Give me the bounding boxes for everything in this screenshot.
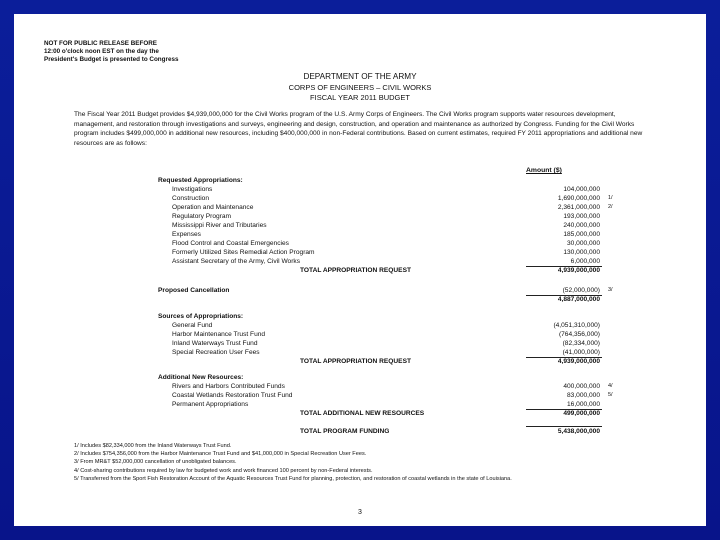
total-row <box>14 357 706 366</box>
cancellation-amount: (52,000,000) <box>562 287 600 294</box>
line-item-amount: 2,361,000,000 <box>557 204 600 211</box>
amount-column-header: Amount ($) <box>526 167 562 174</box>
line-item-label: Construction <box>172 195 210 202</box>
table-row <box>14 348 706 357</box>
table-row <box>14 391 706 400</box>
total-label: TOTAL ADDITIONAL NEW RESOURCES <box>300 410 425 417</box>
footnote: 4/ Cost-sharing contributions required by law for budgeted work and work financed 100 percent by non-Federal interests. <box>74 467 373 474</box>
line-item-amount: 185,000,000 <box>563 231 600 238</box>
line-item-label: Mississippi River and Tributaries <box>172 222 267 229</box>
table-row <box>14 339 706 348</box>
line-item-label: Expenses <box>172 231 201 238</box>
total-row <box>14 266 706 275</box>
footnote-ref: 1/ <box>608 195 613 201</box>
table-row <box>14 203 706 212</box>
additional-heading-row <box>14 373 706 382</box>
source-amount: (82,334,000) <box>562 340 600 347</box>
total-amount: 4,939,000,000 <box>557 358 600 365</box>
line-item-amount: 240,000,000 <box>563 222 600 229</box>
line-item-amount: 1,690,000,000 <box>557 195 600 202</box>
requested-heading-row <box>14 176 706 185</box>
document-page <box>14 14 706 526</box>
resource-label: Rivers and Harbors Contributed Funds <box>172 383 285 390</box>
footnote: 2/ Includes $754,356,000 from the Harbor Maintenance Trust Fund and $41,000,000 in Special Recreation User Fees. <box>74 451 367 458</box>
table-row <box>14 239 706 248</box>
table-row <box>14 257 706 266</box>
intro-paragraph: The Fiscal Year 2011 Budget provides $4,939,000,000 for the Civil Works program of the U.S. Army Corps of Engineers. The Civil Works program supports water resources development, management, and restoration through investigations and surveys, engineering and design, construction, and operation and maintenance as authorized by Congress. Funding for the Civil Works program includes $499,000,000 in additional new resources, including $400,000,000 in non-Federal contributions. Based on current estimates, required FY 2011 appropriations and additional new resources are as follows: <box>74 111 643 147</box>
line-item-label: Regulatory Program <box>172 213 232 220</box>
net-total-amount: 4,887,000,000 <box>557 296 600 303</box>
footnote: 3/ From MR&T $52,000,000 cancellation of unobligated balances. <box>74 459 237 466</box>
line-item-label: Assistant Secretary of the Army, Civil Works <box>172 258 301 265</box>
table-row <box>14 185 706 194</box>
total-label: TOTAL APPROPRIATION REQUEST <box>300 267 412 274</box>
total-amount: 499,000,000 <box>563 410 600 417</box>
line-item-label: Formerly Utilized Sites Remedial Action Program <box>172 249 315 256</box>
source-label: General Fund <box>172 322 213 329</box>
table-row <box>14 321 706 330</box>
line-item-amount: 6,000,000 <box>570 258 600 265</box>
release-notice-line-1: NOT FOR PUBLIC RELEASE BEFORE <box>44 40 157 47</box>
requested-heading: Requested Appropriations: <box>158 177 243 184</box>
resource-label: Coastal Wetlands Restoration Trust Fund <box>172 392 293 399</box>
program-total-row <box>14 427 706 436</box>
table-row <box>14 230 706 239</box>
source-amount: (4,051,310,000) <box>553 322 600 329</box>
table-row <box>14 194 706 203</box>
table-row <box>14 382 706 391</box>
page-number: 3 <box>358 509 362 516</box>
table-row <box>14 330 706 339</box>
line-item-amount: 193,000,000 <box>563 213 600 220</box>
sources-heading-row <box>14 312 706 321</box>
additional-heading: Additional New Resources: <box>158 374 244 381</box>
table-row <box>14 248 706 257</box>
line-item-label: Operation and Maintenance <box>172 204 254 211</box>
total-label: TOTAL APPROPRIATION REQUEST <box>300 358 412 365</box>
footnote: 1/ Includes $82,334,000 from the Inland Waterways Trust Fund. <box>74 443 232 449</box>
line-item-amount: 104,000,000 <box>563 186 600 193</box>
source-amount: (764,356,000) <box>558 331 600 338</box>
footnote-ref: 2/ <box>608 204 613 210</box>
footnote-ref: 3/ <box>608 287 613 293</box>
line-item-label: Flood Control and Coastal Emergencies <box>172 240 289 247</box>
footnote-ref: 5/ <box>608 392 613 398</box>
release-notice <box>44 40 178 64</box>
resource-amount: 16,000,000 <box>566 401 600 408</box>
total-amount: 4,939,000,000 <box>557 267 600 274</box>
footnote: 5/ Transferred from the Sport Fish Restoration Account of the Aquatic Resources Trust Fund for planning, protection, and restoration of coastal wetlands in the state of Louisiana. <box>74 475 512 482</box>
table-row <box>14 400 706 409</box>
footnote-ref: 4/ <box>608 383 613 389</box>
cancellation-label: Proposed Cancellation <box>158 287 230 294</box>
total-row <box>14 409 706 418</box>
agency-title: CORPS OF ENGINEERS – CIVIL WORKS <box>288 83 432 92</box>
line-item-amount: 30,000,000 <box>566 240 600 247</box>
table-row <box>14 221 706 230</box>
table-row <box>14 212 706 221</box>
release-notice-line-2: 12:00 o'clock noon EST on the day the <box>44 48 159 55</box>
release-notice-line-3: President's Budget is presented to Congress <box>44 56 179 63</box>
program-total-label: TOTAL PROGRAM FUNDING <box>300 428 390 435</box>
resource-label: Permanent Appropriations <box>172 401 249 408</box>
department-title: DEPARTMENT OF THE ARMY <box>303 72 417 81</box>
net-total-row <box>14 295 706 304</box>
sources-heading: Sources of Appropriations: <box>158 313 244 320</box>
cancellation-row <box>14 286 706 295</box>
budget-title: FISCAL YEAR 2011 BUDGET <box>310 93 410 102</box>
source-amount: (41,000,000) <box>562 349 600 356</box>
resource-amount: 400,000,000 <box>563 383 600 390</box>
line-item-amount: 130,000,000 <box>563 249 600 256</box>
line-item-label: Investigations <box>172 186 213 193</box>
source-label: Inland Waterways Trust Fund <box>172 340 258 347</box>
footnotes <box>74 442 674 483</box>
source-label: Special Recreation User Fees <box>172 349 260 356</box>
resource-amount: 83,000,000 <box>566 392 600 399</box>
source-label: Harbor Maintenance Trust Fund <box>172 331 266 338</box>
program-total-amount: 5,438,000,000 <box>557 428 600 435</box>
